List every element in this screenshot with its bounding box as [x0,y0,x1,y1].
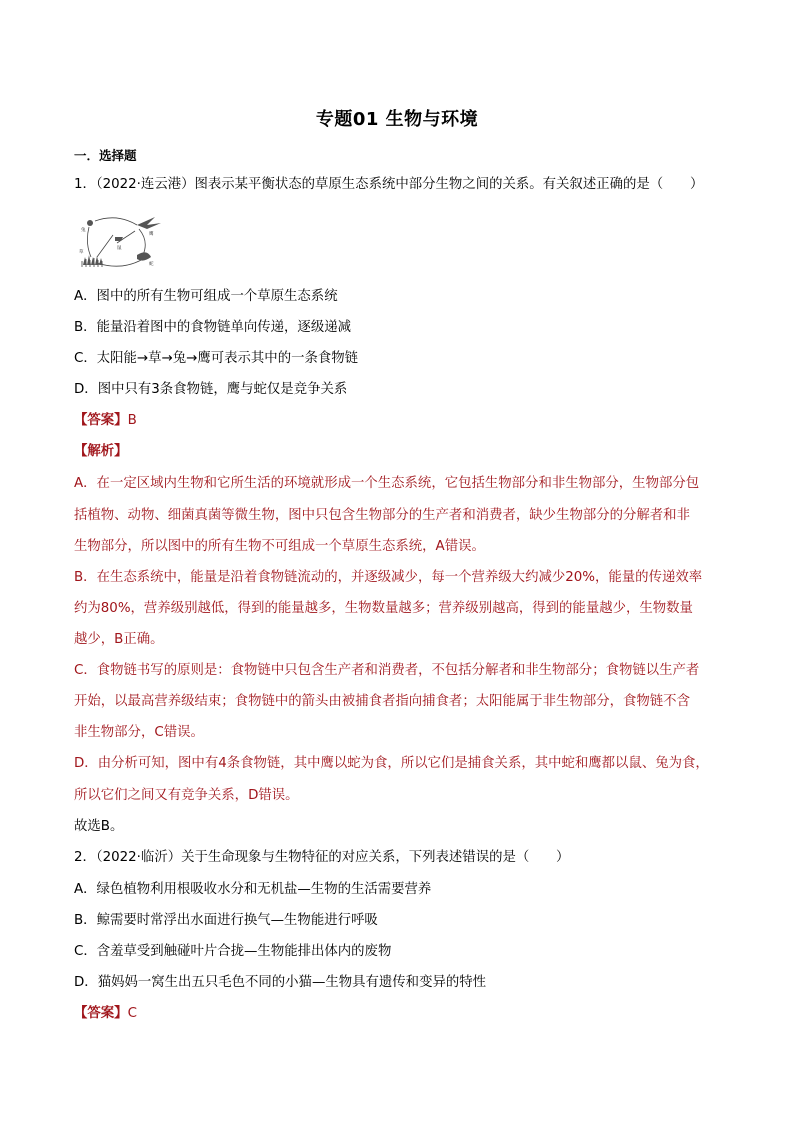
question-1-answer [74,411,734,431]
analysis-line: 约为80%，营养级别越低，得到的能量越多，生物数量越多；营养级别越高，得到的能量越少，生物数量 [74,601,693,616]
page-title: 专题01 生物与环境 [315,109,479,130]
answer-value: B [127,413,137,428]
analysis-line: C．食物链书写的原则是：食物链中只包含生产者和消费者，不包括分解者和非生物部分；食物链以生产者 [74,663,700,678]
analysis-line: 开始，以最高营养级结束；食物链中的箭头由被捕食者指向捕食者；太阳能属于非生物部分，食物链不含 [74,694,690,709]
answer-value: C [127,1006,137,1021]
question-2-option-c: C．含羞草受到触碰叶片合拢—生物能排出体内的废物 [74,944,392,959]
question-1-option-d: D．图中只有3条食物链，鹰与蛇仅是竞争关系 [74,382,348,397]
figure-label-mouse: 鼠 [117,246,122,251]
answer-label: 【答案】 [74,413,128,428]
food-web-figure [77,213,163,271]
figure-label-rabbit: 兔 [81,228,86,233]
figure-label-snake: 蛇 [149,262,154,267]
question-1-option-b: B．能量沿着图中的食物链单向传递，逐级递减 [74,320,351,335]
section-heading: 一．选择题 [74,148,137,163]
analysis-line: B．在生态系统中，能量是沿着食物链流动的，并逐级减少，每一个营养级大约减少20%，能量的传递效率 [74,570,703,585]
analysis-line: D．由分析可知，图中有4条食物链，其中鹰以蛇为食，所以它们是捕食关系，其中蛇和鹰都以鼠、兔为食， [74,756,709,771]
analysis-line: 所以它们之间又有竞争关系，D错误。 [74,788,299,803]
question-2-option-b: B．鲸需要时常浮出水面进行换气—生物能进行呼吸 [74,913,378,928]
analysis-line: A．在一定区域内生物和它所生活的环境就形成一个生态系统，它包括生物部分和非生物部分，生物部分包 [74,476,700,491]
figure-label-eagle: 鹰 [149,232,154,237]
analysis-line: 括植物、动物、细菌真菌等微生物，图中只包含生物部分的生产者和消费者，缺少生物部分的分解者和非 [74,508,690,523]
analysis-line: 越少，B正确。 [74,632,164,647]
figure-label-grass: 草 [79,250,84,255]
analysis-line: 非生物部分，C错误。 [74,725,204,740]
question-1-option-c: C．太阳能→草→兔→鹰可表示其中的一条食物链 [74,351,359,366]
question-2-option-a: A．绿色植物利用根吸收水分和无机盐—生物的生活需要营养 [74,882,432,897]
question-2-option-d: D．猫妈妈一窝生出五只毛色不同的小猫—生物具有遗传和变异的特性 [74,975,487,990]
question-2-answer [74,1004,734,1024]
answer-label: 【答案】 [74,1006,128,1021]
analysis-line: 生物部分，所以图中的所有生物不可组成一个草原生态系统，A错误。 [74,539,485,554]
question-1-conclusion: 故选B。 [74,819,124,834]
question-2-stem: 2．（2022·临沂）关于生命现象与生物特征的对应关系，下列表述错误的是（ ） [74,850,570,865]
question-1-stem: 1．（2022·连云港）图表示某平衡状态的草原生态系统中部分生物之间的关系。有关叙述正确的是（ ） [74,177,704,192]
question-1-option-a: A．图中的所有生物可组成一个草原生态系统 [74,289,338,304]
question-1-analysis-label: 【解析】 [74,444,128,459]
